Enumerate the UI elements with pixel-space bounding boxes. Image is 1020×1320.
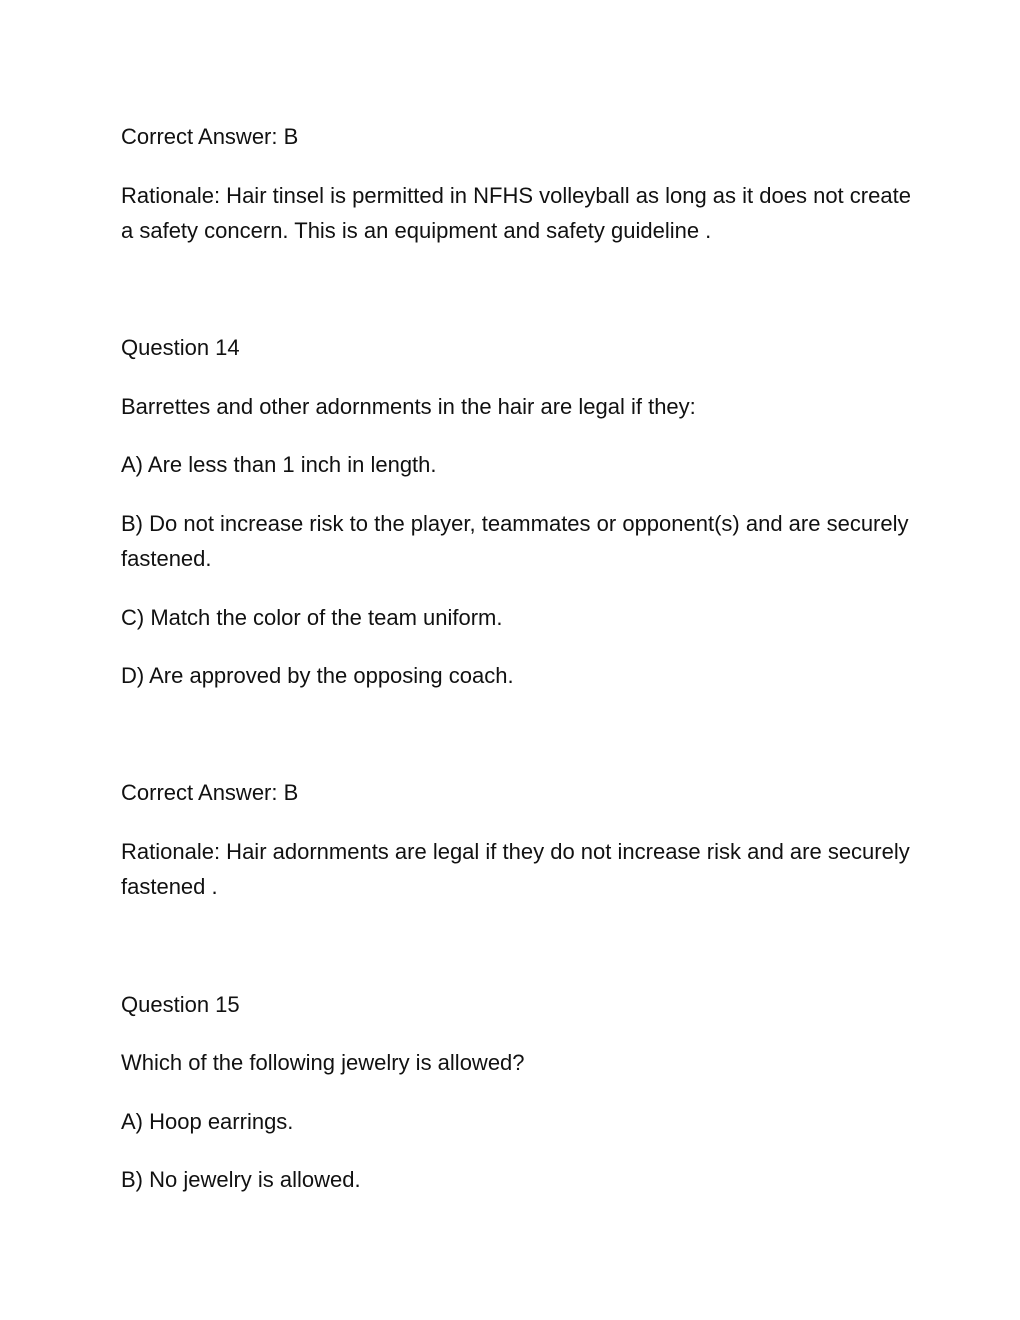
question-14-option-b: B) Do not increase risk to the player, teammates or opponent(s) and are securely fastened.	[121, 511, 909, 571]
question-14-option-c: C) Match the color of the team uniform.	[121, 605, 503, 630]
question-14-prompt: Barrettes and other adornments in the hair are legal if they:	[121, 394, 696, 419]
question-15-prompt: Which of the following jewelry is allowed?	[121, 1050, 525, 1075]
question-15-option-a: A) Hoop earrings.	[121, 1109, 294, 1134]
question-15-option-b: B) No jewelry is allowed.	[121, 1167, 361, 1192]
question-14-option-a: A) Are less than 1 inch in length.	[121, 452, 437, 477]
question-14-correct-answer: Correct Answer: B	[121, 780, 299, 805]
question-14-option-d: D) Are approved by the opposing coach.	[121, 663, 514, 688]
previous-rationale: Rationale: Hair tinsel is permitted in NFHS volleyball as long as it does not create a safety concern. This is an equipment and safety guideline .	[121, 183, 911, 243]
question-14-heading: Question 14	[121, 335, 240, 360]
question-14-rationale: Rationale: Hair adornments are legal if they do not increase risk and are securely fastened .	[121, 839, 910, 899]
previous-correct-answer: Correct Answer: B	[121, 124, 299, 149]
question-15-heading: Question 15	[121, 992, 240, 1017]
